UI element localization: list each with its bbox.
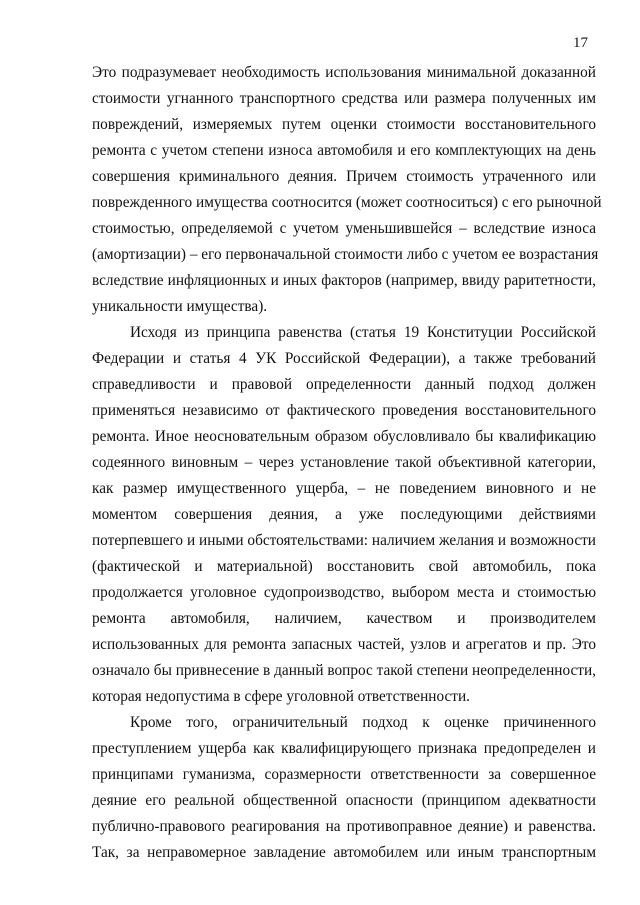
text-line: означало бы привнесение в данный вопрос такой степени неопределенности, <box>92 662 596 679</box>
text-line: ремонта автомобиля, наличием, качеством и производителем <box>92 610 596 627</box>
text-line: потерпевшего и иными обстоятельствами: наличием желания и возможности <box>92 532 596 549</box>
text-line: (фактической и материальной) восстановить свой автомобиль, пока <box>92 558 596 575</box>
text-line: использованных для ремонта запасных частей, узлов и агрегатов и пр. Это <box>92 636 596 653</box>
paragraph <box>92 710 596 866</box>
text-line: Это подразумевает необходимость использования минимальной доказанной <box>92 64 596 81</box>
text-line: Федерации и статья 4 УК Российской Федерации), а также требований <box>92 350 596 367</box>
text-line: публично-правового реагирования на противоправное деяние) и равенства. <box>92 818 596 835</box>
text-line: продолжается уголовное судопроизводство, выбором места и стоимостью <box>92 584 596 601</box>
text-line: повреждений, измеряемых путем оценки стоимости восстановительного <box>92 116 596 133</box>
paragraph <box>92 320 596 710</box>
text-line: содеянного виновным – через установление такой объективной категории, <box>92 454 596 471</box>
text-line: деяние его реальной общественной опасности (принципом адекватности <box>92 792 596 809</box>
text-line: стоимостью, определяемой с учетом уменьшившейся – вследствие износа <box>92 220 596 237</box>
text-line: преступлением ущерба как квалифицирующего признака предопределен и <box>92 740 596 757</box>
text-line: поврежденного имущества соотносится (может соотноситься) с его рыночной <box>92 194 602 211</box>
text-line: ремонта с учетом степени износа автомобиля и его комплектующих на день <box>92 142 596 159</box>
text-line: вследствие инфляционных и иных факторов (например, ввиду раритетности, <box>92 272 596 289</box>
text-line: совершения криминального деяния. Причем стоимость утраченного или <box>92 168 596 185</box>
text-line: как размер имущественного ущерба, – не поведением виновного и не <box>92 480 596 497</box>
text-line: справедливости и правовой определенности данный подход должен <box>92 376 596 393</box>
paragraph <box>92 60 602 320</box>
text-line: стоимости угнанного транспортного средства или размера полученных им <box>92 90 596 107</box>
text-line: (амортизации) – его первоначальной стоимости либо с учетом ее возрастания <box>92 246 599 263</box>
text-line: принципами гуманизма, соразмерности ответственности за совершенное <box>92 766 596 783</box>
text-line: Кроме того, ограничительный подход к оценке причиненного <box>130 714 596 731</box>
text-line: уникальности имущества). <box>92 298 268 315</box>
text-line: применяться независимо от фактического проведения восстановительного <box>92 402 596 419</box>
text-line: ремонта. Иное неосновательным образом обусловливало бы квалификацию <box>92 428 596 445</box>
text-line: которая недопустима в сфере уголовной ответственности. <box>92 688 470 705</box>
text-line: Так, за неправомерное завладение автомобилем или иным транспортным <box>92 844 596 861</box>
text-line: Исходя из принципа равенства (статья 19 Конституции Российской <box>130 324 596 341</box>
body-text <box>92 60 602 866</box>
page-number: 17 <box>573 35 588 51</box>
text-line: моментом совершения деяния, а уже последующими действиями <box>92 506 596 523</box>
